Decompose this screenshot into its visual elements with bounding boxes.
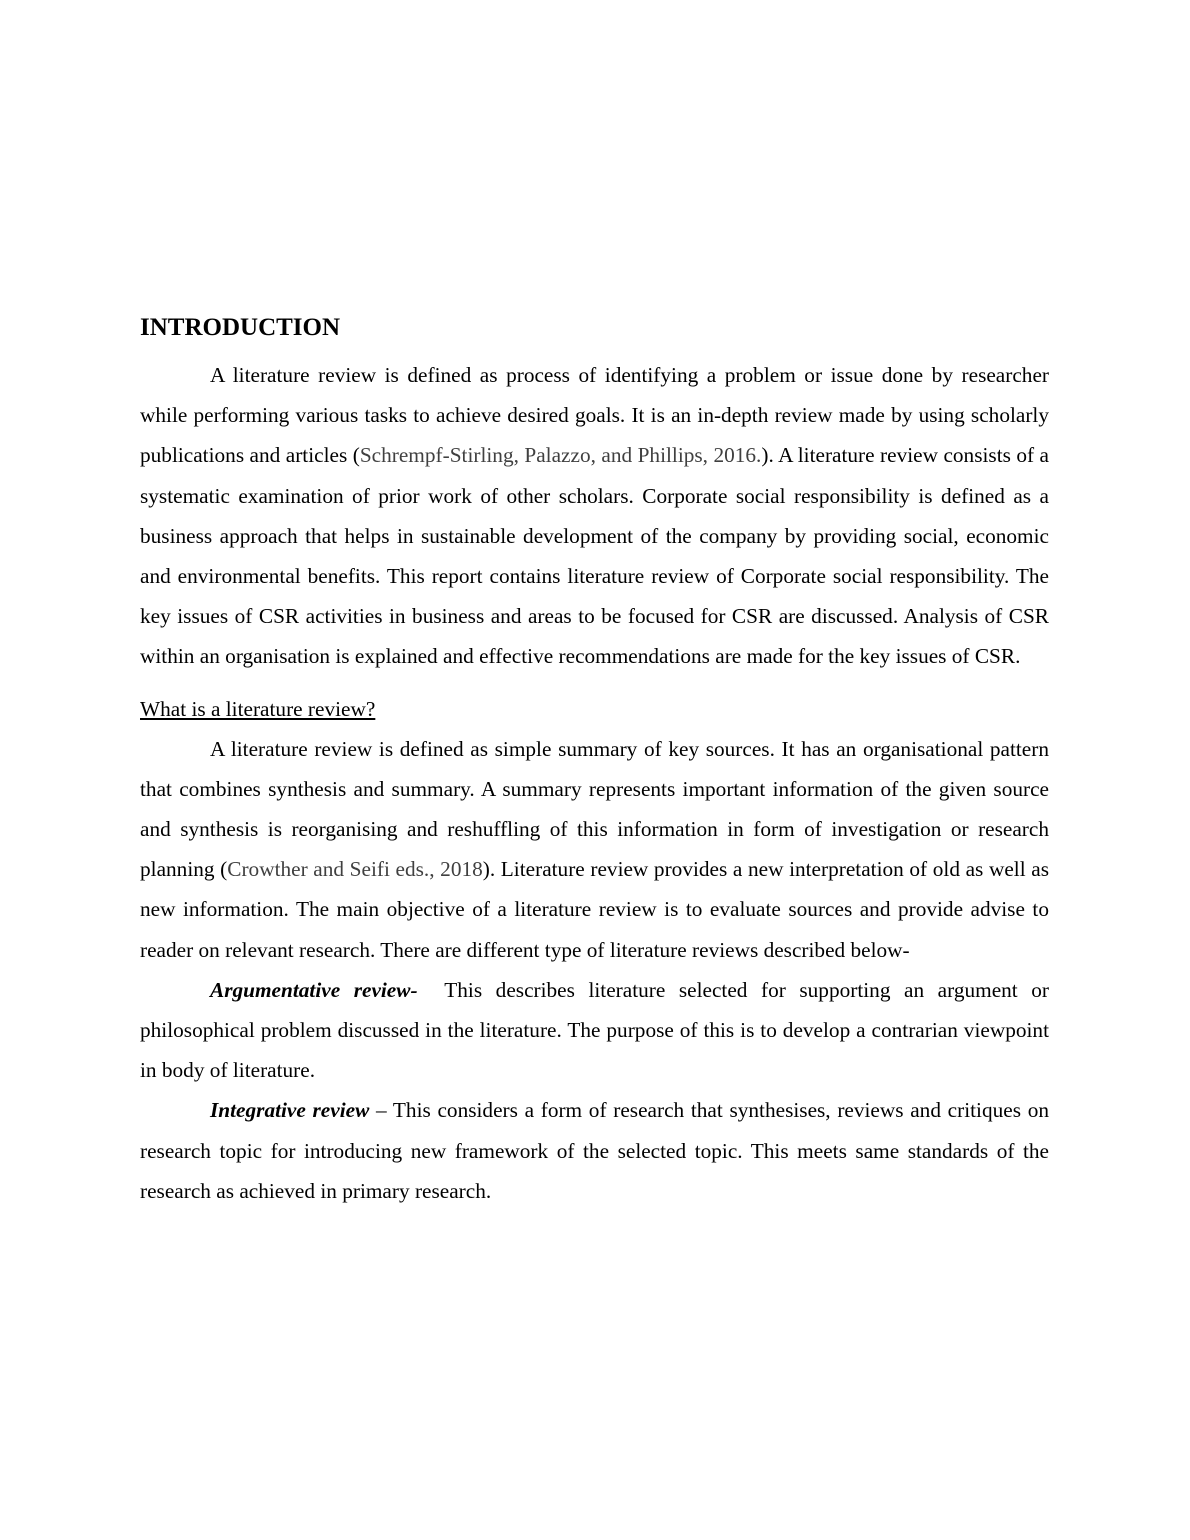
argumentative-paragraph: [140, 970, 1055, 1091]
integrative-paragraph: [140, 1090, 1049, 1211]
intro-text-2: ). A literature review consists of a systematic examination of prior work of other scholars. Corporate social responsibility is defined as a business approach that helps in sustainable development of the company by providing social, economic and environmental benefits. This report contains literature review of Corporate social responsibility. The key issues of CSR activities in business and areas to be focused for CSR are discussed. Analysis of CSR within an organisation is explained and effective recommendations are made for the key issues of CSR.: [140, 443, 1050, 669]
definition-text-2: ). Literature review provides a new interpretation of old as well as new information. The main objective of a literature review is to evaluate sources and provide advise to reader on relevant research. There are different type of literature reviews described below-: [140, 857, 1049, 962]
definition-citation: Crowther and Seifi eds., 2018: [227, 857, 483, 882]
integrative-term: Integrative review: [210, 1098, 370, 1123]
document-body: [140, 311, 1055, 1211]
argumentative-term: Argumentative review-: [210, 977, 418, 1002]
argumentative-text: This describes literature selected for supporting an argument or philosophical problem discussed in the literature. The purpose of this is to develop a contrarian viewpoint in body of literature.: [140, 977, 1055, 1083]
section-heading: INTRODUCTION: [140, 314, 341, 341]
intro-citation: Schrempf-Stirling, Palazzo, and Phillips, 2016.: [359, 443, 762, 468]
definition-text-1: A literature review is defined as simple summary of key sources. It has an organisational pattern that combines synthesis and summary. A summary represents important information of the given source and synthesis is reorganising and reshuffling of this information in form of investigation or research planning (: [140, 736, 1049, 882]
subsection-heading: What is a literature review?: [140, 696, 376, 721]
definition-paragraph: [140, 729, 1049, 970]
integrative-text: – This considers a form of research that synthesises, reviews and critiques on research topic for introducing new framework of the selected topic. This meets same standards of the research as achieved in primary research.: [140, 1098, 1049, 1203]
intro-paragraph: [140, 355, 1049, 677]
intro-text-1: A literature review is defined as process of identifying a problem or issue done by researcher while performing various tasks to achieve desired goals. It is an in-depth review made by using scholarly publications and articles (: [140, 363, 1049, 468]
